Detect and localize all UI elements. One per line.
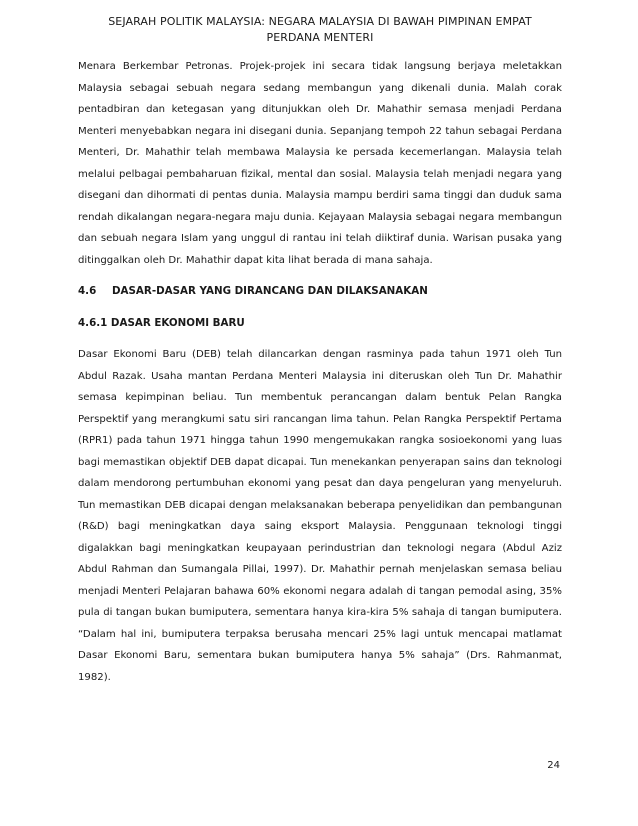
subsection-heading bbox=[78, 313, 562, 335]
subsection-title: DASAR EKONOMI BARU bbox=[110, 316, 245, 329]
running-header-line-1: SEJARAH POLITIK MALAYSIA: NEGARA MALAYSIA DI BAWAH PIMPINAN EMPAT bbox=[108, 15, 532, 28]
running-header-line-2: PERDANA MENTERI bbox=[266, 31, 374, 44]
section-title: DASAR-DASAR YANG DIRANCANG DAN DILAKSANAKAN bbox=[112, 285, 428, 297]
paragraph-deb: Dasar Ekonomi Baru (DEB) telah dilancarkan dengan rasminya pada tahun 1971 oleh Tun Abdul Razak. Usaha mantan Perdana Menteri Malaysia ini diteruskan oleh Tun Dr. Mahathir semasa kepimpinan beliau. Tun membentuk perancangan dalam bentuk Pelan Rangka Perspektif yang merangkumi satu siri rancangan lima tahun. Pelan Rangka Perspektif Pertama (RPR1) pada tahun 1971 hingga tahun 1990 mengemukakan rangka sosioekonomi yang luas bagi memastikan objektif DEB dapat dicapai. Tun menekankan penyerapan sains dan teknologi dalam mendorong pertumbuhan ekonomi yang pesat dan daya pengeluran yang menyeluruh. Tun memastikan DEB dicapai dengan melaksanakan beberapa penyelidikan dan pembangunan (R&D) bagi meningkatkan daya saing eksport Malaysia. Penggunaan teknologi tinggi digalakkan bagi meningkatkan keupayaan perindustrian dan teknologi negara (Abdul Aziz Abdul Rahman dan Sumangala Pillai, 1997). Dr. Mahathir pernah menjelaskan semasa beliau menjadi Menteri Pelajaran bahawa 60% ekonomi negara adalah di tangan pemodal asing, 35% pula di tangan bukan bumiputera, sementara hanya kira-kira 5% sahaja di tangan bumiputera. “Dalam hal ini, bumiputera terpaksa berusaha mencari 25% lagi untuk mencapai matlamat Dasar Ekonomi Baru, sementara bukan bumiputera hanya 5% sahaja” (Drs. Rahmanmat, 1982). bbox=[78, 349, 562, 683]
page-number: 24 bbox=[547, 760, 560, 771]
section-number: 4.6 bbox=[78, 285, 97, 297]
subsection-number: 4.6.1 bbox=[78, 316, 108, 329]
section-heading bbox=[78, 281, 562, 303]
paragraph-intro: Menara Berkembar Petronas. Projek-projek ini secara tidak langsung berjaya meletakkan Malaysia sebagai sebuah negara sedang membangun yang dikenali dunia. Malah corak pentadbiran dan ketegasan yang ditunjukkan oleh Dr. Mahathir semasa menjadi Perdana Menteri menyebabkan negara ini disegani dunia. Sepanjang tempoh 22 tahun sebagai Perdana Menteri, Dr. Mahathir telah membawa Malaysia ke persada kecemerlangan. Malaysia telah melalui pelbagai pembaharuan fizikal, mental dan sosial. Malaysia telah menjadi negara yang disegani dan dihormati di pentas dunia. Malaysia mampu berdiri sama tinggi dan duduk sama rendah dikalangan negara-negara maju dunia. Kejayaan Malaysia sebagai negara membangun dan sebuah negara Islam yang unggul di rantau ini telah diiktiraf dunia. Warisan pusaka yang ditinggalkan oleh Dr. Mahathir dapat kita lihat berada di mana sahaja. bbox=[78, 61, 562, 266]
running-header bbox=[78, 14, 562, 46]
